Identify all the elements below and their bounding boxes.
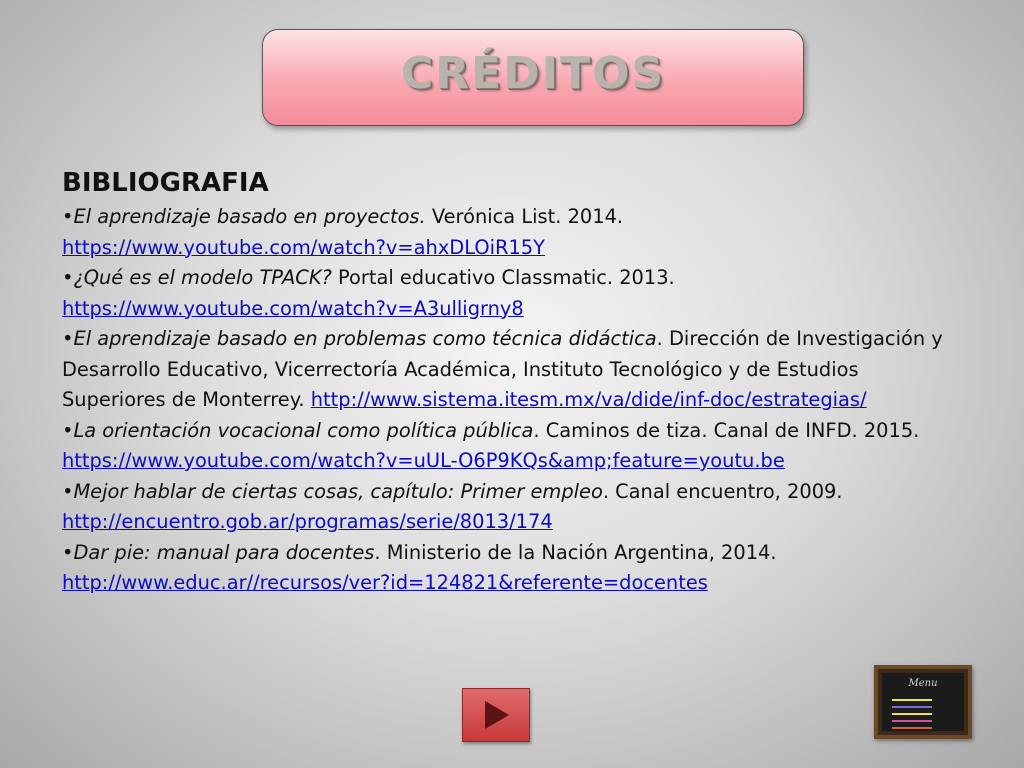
- entry-link[interactable]: http://www.educ.ar//recursos/ver?id=124821&referente=docentes: [62, 571, 708, 594]
- entry-details: . Dirección de Investigación y Desarrollo Educativo, Vicerrectoría Académica, Instituto Tecnológico y de Estudios Superiores de Monterrey.: [62, 327, 943, 411]
- chalk-line: [892, 720, 932, 722]
- next-slide-button[interactable]: [462, 688, 530, 742]
- title-banner: [262, 29, 804, 126]
- bibliography-section: [62, 166, 962, 599]
- entry-details: Verónica List. 2014.: [425, 205, 624, 228]
- bibliography-entry: •Dar pie: manual para docentes. Ministerio de la Nación Argentina, 2014. http://www.educ.ar//recursos/ver?id=124821&referente=docentes: [62, 540, 777, 594]
- entry-link[interactable]: https://www.youtube.com/watch?v=uUL-O6P9KQs&amp;feature=youtu.be: [62, 449, 785, 472]
- bibliography-heading: BIBLIOGRAFIA: [62, 168, 269, 198]
- chalk-line: [892, 713, 932, 715]
- entry-details: . Canal encuentro, 2009.: [602, 479, 843, 503]
- entry-title: El aprendizaje basado en problemas como técnica didáctica: [73, 327, 657, 350]
- chalkboard-image: [882, 673, 964, 731]
- entry-title: Dar pie: manual para docentes: [73, 540, 375, 564]
- page-title: CRÉDITOS: [400, 48, 666, 99]
- menu-thumbnail-label: Menu: [908, 678, 938, 689]
- entry-link[interactable]: https://www.youtube.com/watch?v=A3ulligrny8: [62, 296, 524, 320]
- entry-title: ¿Qué es el modelo TPACK?: [73, 266, 332, 289]
- bibliography-entry: •El aprendizaje basado en problemas como técnica didáctica. Dirección de Investigación y Desarrollo Educativo, Vicerrectoría Académica, Instituto Tecnológico y de Estudios Superiores de Monterrey. http://www.sistema.itesm.mx/va/dide/inf-doc/estrategias/: [62, 327, 943, 411]
- entry-title: El aprendizaje basado en proyectos.: [73, 205, 426, 228]
- bibliography-entry: •La orientación vocacional como política pública. Caminos de tiza. Canal de INFD. 2015. https://www.youtube.com/watch?v=uUL-O6P9KQs&amp;feature=youtu.be: [62, 418, 920, 472]
- chalk-line: [892, 706, 932, 708]
- menu-thumbnail-button[interactable]: [874, 665, 972, 739]
- entry-link[interactable]: http://encuentro.gob.ar/programas/serie/8013/174: [62, 510, 553, 533]
- entry-details: . Caminos de tiza. Canal de INFD. 2015.: [533, 418, 920, 442]
- bibliography-entry: •Mejor hablar de ciertas cosas, capítulo: Primer empleo. Canal encuentro, 2009. http://encuentro.gob.ar/programas/serie/8013/174: [62, 479, 843, 533]
- entry-link[interactable]: https://www.youtube.com/watch?v=ahxDLOiR15Y: [62, 235, 545, 259]
- entry-details: . Ministerio de la Nación Argentina, 2014.: [374, 540, 777, 564]
- chalk-line: [892, 727, 932, 729]
- entry-title: La orientación vocacional como política pública: [73, 418, 534, 442]
- bibliography-entry: •¿Qué es el modelo TPACK? Portal educativo Classmatic. 2013. https://www.youtube.com/watch?v=A3ulligrny8: [62, 266, 675, 320]
- entry-details: Portal educativo Classmatic. 2013.: [331, 266, 675, 289]
- entry-title: Mejor hablar de ciertas cosas, capítulo: Primer empleo: [73, 479, 603, 503]
- bibliography-entry: •El aprendizaje basado en proyectos. Verónica List. 2014. https://www.youtube.com/watch?v=ahxDLOiR15Y: [62, 205, 624, 259]
- entry-link[interactable]: http://www.sistema.itesm.mx/va/dide/inf-doc/estrategias/: [310, 388, 867, 411]
- chalk-line: [892, 699, 932, 701]
- play-triangle-icon: [463, 689, 529, 741]
